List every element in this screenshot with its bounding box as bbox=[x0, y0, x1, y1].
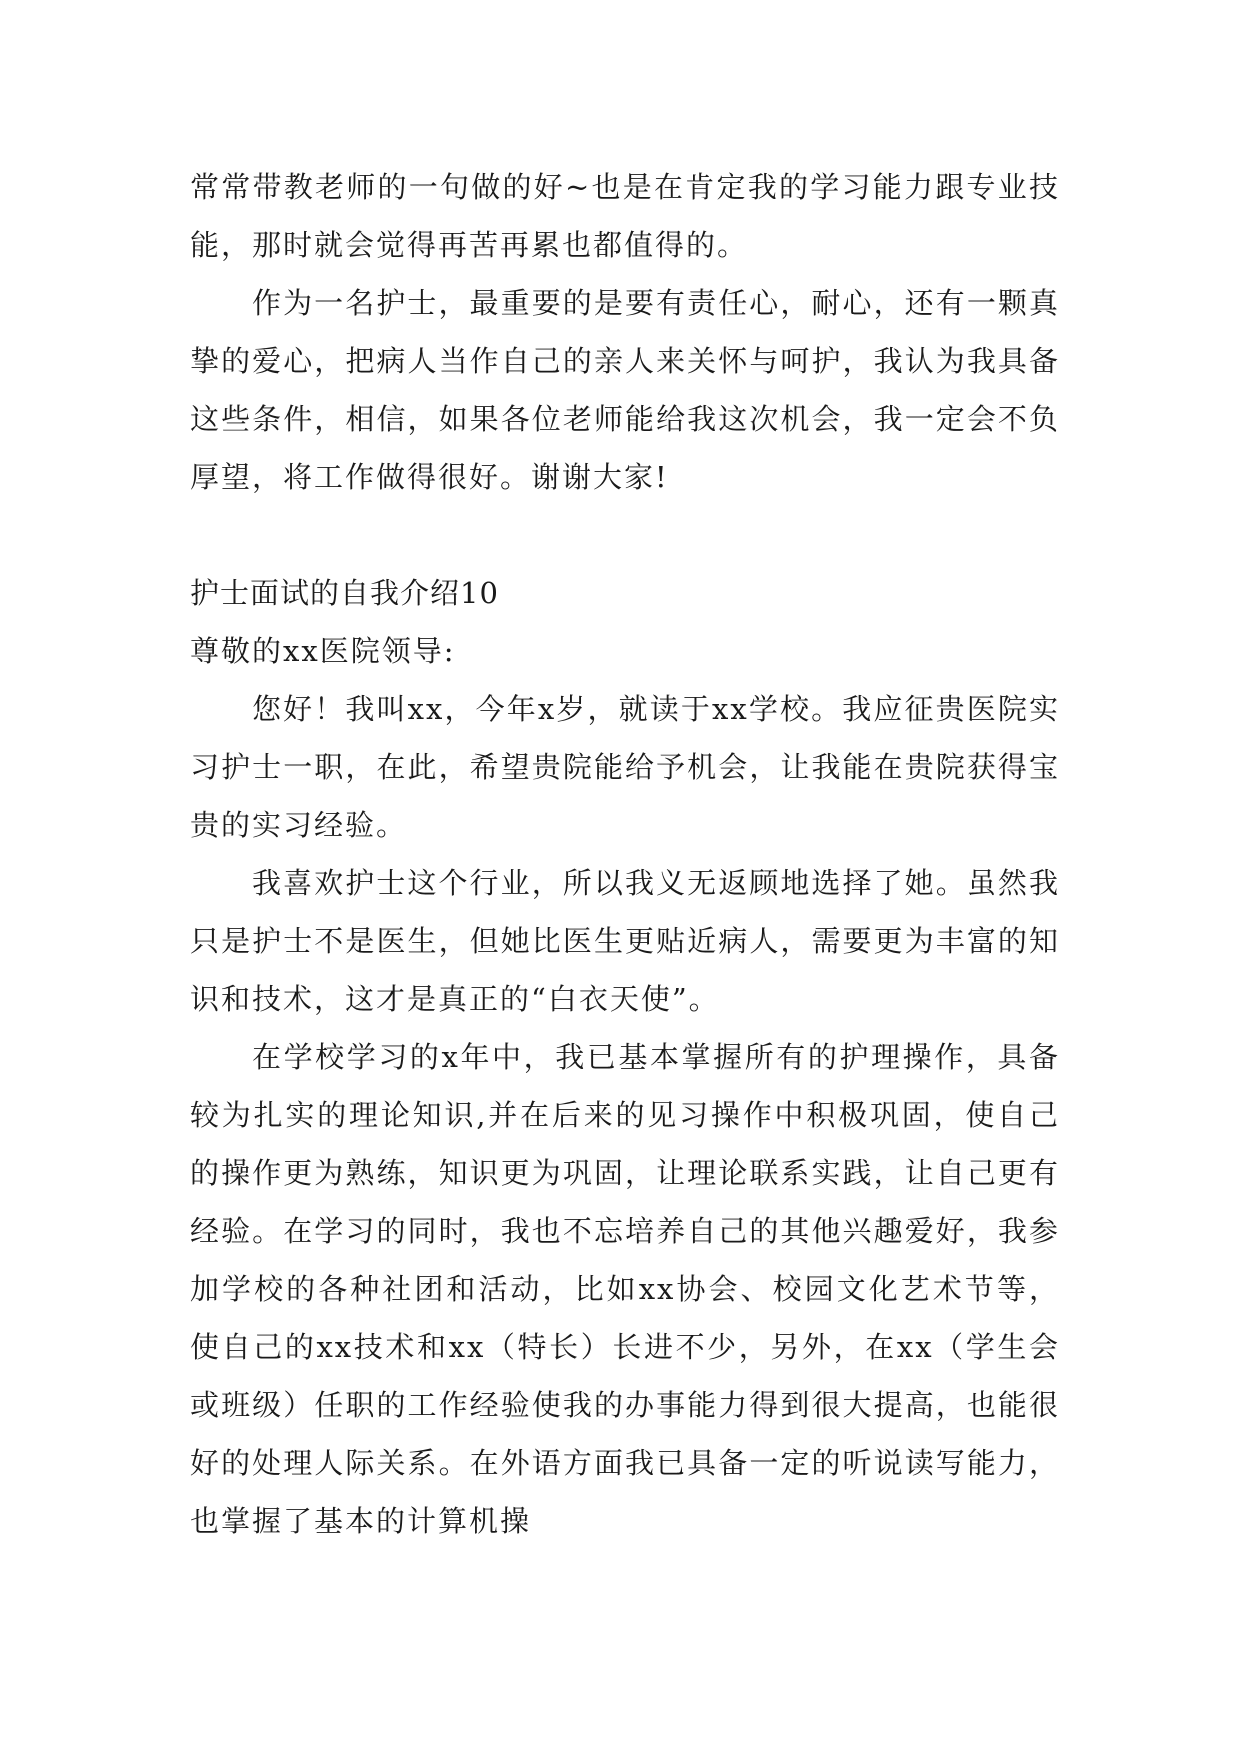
body-paragraph-2: 我喜欢护士这个行业，所以我义无返顾地选择了她。虽然我只是护士不是医生，但她比医生更贴近病人，需要更为丰富的知识和技术，这才是真正的“白衣天使”。 bbox=[190, 866, 1060, 1016]
section-spacer bbox=[190, 506, 1060, 564]
closing-paragraph: 作为一名护士，最重要的是要有责任心，耐心，还有一颗真挚的爱心，把病人当作自己的亲人来关怀与呵护，我认为我具备这些条件，相信，如果各位老师能给我这次机会，我一定会不负厚望，将工作做得很好。谢谢大家! bbox=[190, 286, 1060, 494]
body-paragraph-3: 在学校学习的x年中，我已基本掌握所有的护理操作，具备较为扎实的理论知识,并在后来的见习操作中积极巩固，使自己的操作更为熟练，知识更为巩固，让理论联系实践，让自己更有经验。在学习的同时，我也不忘培养自己的其他兴趣爱好，我参加学校的各种社团和活动，比如xx协会、校园文化艺术节等，使自己的xx技术和xx（特长）长进不少，另外，在xx（学生会或班级）任职的工作经验使我的办事能力得到很大提高，也能很好的处理人际关系。在外语方面我已具备一定的听说读写能力，也掌握了基本的计算机操 bbox=[190, 1040, 1060, 1538]
body-paragraph-1: 您好！我叫xx，今年x岁，就读于xx学校。我应征贵医院实习护士一职，在此，希望贵院能给予机会，让我能在贵院获得宝贵的实习经验。 bbox=[190, 692, 1060, 842]
continuation-paragraph: 常常带教老师的一句做的好~也是在肯定我的学习能力跟专业技能，那时就会觉得再苦再累也都值得的。 bbox=[190, 170, 1060, 262]
salutation: 尊敬的xx医院领导: bbox=[190, 634, 456, 668]
document-body bbox=[190, 158, 1060, 1550]
section-title: 护士面试的自我介绍10 bbox=[190, 576, 499, 610]
